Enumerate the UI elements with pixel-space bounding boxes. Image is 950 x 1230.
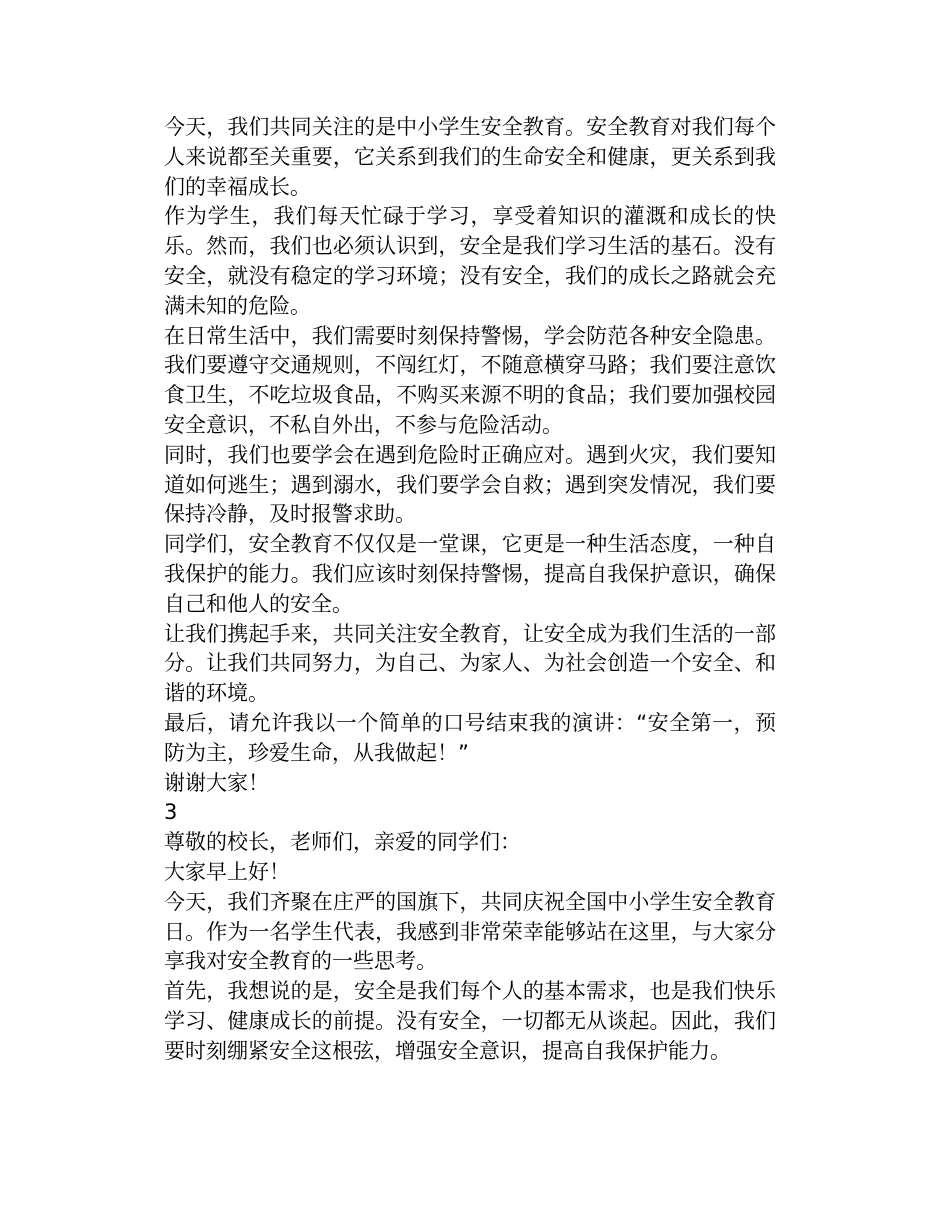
paragraph-emergency-response: 同时，我们也要学会在遇到危险时正确应对。遇到火灾，我们要知道如何逃生；遇到溺水，我们要学会自救；遇到突发情况，我们要保持冷静，及时报警求助。 (164, 442, 776, 527)
paragraph-join-hands: 让我们携起手来，共同关注安全教育，让安全成为我们生活的一部分。让我们共同努力，为自己、为家人、为社会创造一个安全、和谐的环境。 (164, 621, 776, 706)
paragraph-flag-ceremony: 今天，我们齐聚在庄严的国旗下，共同庆祝全国中小学生安全教育日。作为一名学生代表，我感到非常荣幸能够站在这里，与大家分享我对安全教育的一些思考。 (164, 889, 776, 974)
paragraph-slogan: 最后，请允许我以一个简单的口号结束我的演讲：“安全第一，预防为主，珍爱生命，从我做起！” (164, 710, 776, 765)
paragraph-safety-focus: 今天，我们共同关注的是中小学生安全教育。安全教育对我们每个人来说都至关重要，它关系到我们的生命安全和健康，更关系到我们的幸福成长。 (164, 115, 776, 199)
paragraph-thanks: 谢谢大家！ (164, 770, 269, 795)
section-number: 3 (164, 800, 178, 825)
paragraph-safety-need: 首先，我想说的是，安全是我们每个人的基本需求，也是我们快乐学习、健康成长的前提。没有安全，一切都无从谈起。因此，我们要时刻绷紧安全这根弦，增强安全意识，提高自我保护能力。 (164, 979, 776, 1063)
speech-greeting: 大家早上好！ (164, 859, 290, 884)
speech-salutation: 尊敬的校长，老师们，亲爱的同学们： (164, 830, 521, 855)
paragraph-safety-attitude: 同学们，安全教育不仅仅是一堂课，它更是一种生活态度，一种自我保护的能力。我们应该时刻保持警惕，提高自我保护意识，确保自己和他人的安全。 (164, 532, 776, 616)
paragraph-student-life: 作为学生，我们每天忙碌于学习，享受着知识的灌溉和成长的快乐。然而，我们也必须认识到，安全是我们学习生活的基石。没有安全，就没有稳定的学习环境；没有安全，我们的成长之路就会充满未知的危险。 (164, 204, 776, 318)
paragraph-daily-precautions: 在日常生活中，我们需要时刻保持警惕，学会防范各种安全隐患。我们要遵守交通规则，不闯红灯，不随意横穿马路；我们要注意饮食卫生，不吃垃圾食品，不购买来源不明的食品；我们要加强校园安全意识，不私自外出，不参与危险活动。 (164, 323, 776, 437)
document-page (164, 113, 776, 1067)
